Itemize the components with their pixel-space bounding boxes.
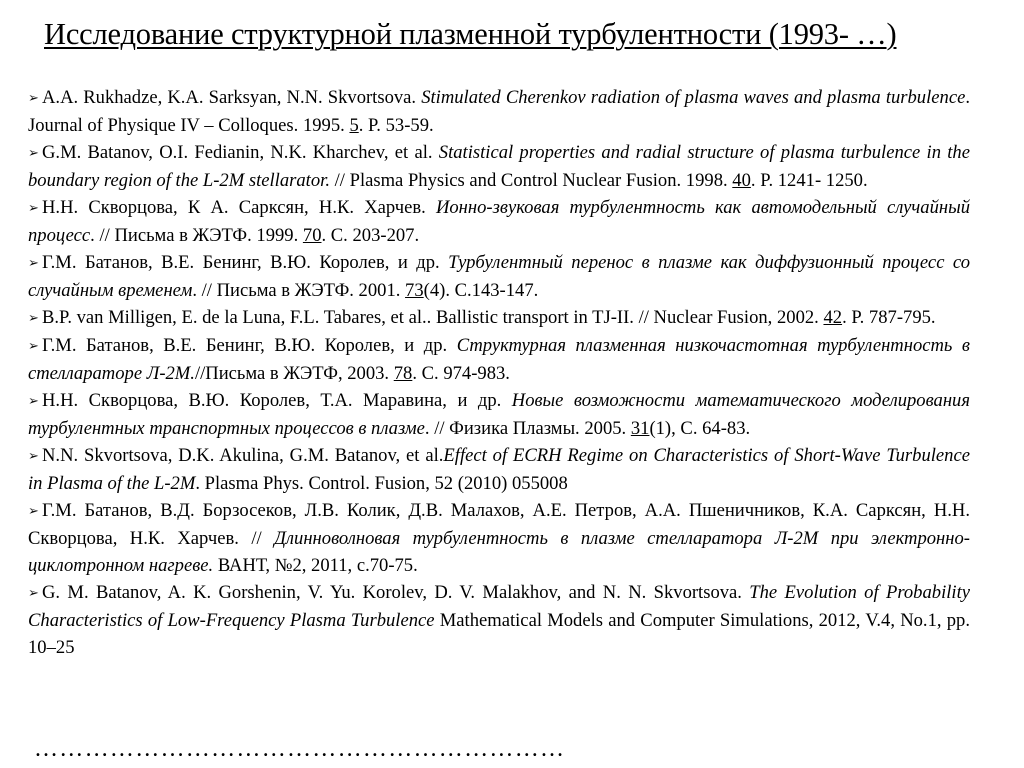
page-title: Исследование структурной плазменной турбулентности (1993- …) <box>44 17 897 51</box>
reference-volume: 5 <box>349 115 359 136</box>
reference-item <box>28 387 970 442</box>
reference-source: . // Письма в ЖЭТФ. 2001. <box>192 280 406 301</box>
arrow-bullet-icon: ➢ <box>28 91 39 106</box>
reference-title: Effect of ECRH Regime on Characteristics of Short-Wave Turbulence in Plasma of the L-2M <box>28 445 970 494</box>
reference-pages: . С. 974-983. <box>412 363 510 384</box>
reference-source: . // Физика Плазмы. 2005. <box>424 418 631 439</box>
arrow-bullet-icon: ➢ <box>28 339 39 354</box>
reference-source: . Plasma Phys. Control. Fusion, 52 (2010) 055008 <box>195 473 568 494</box>
reference-pages: . С. 203-207. <box>321 225 420 246</box>
reference-title: Структурная плазменная низкочастотная турбулентность в стеллараторе Л-2М. <box>28 335 970 384</box>
reference-authors: Г.М. Батанов, В.Е. Бенинг, В.Ю. Королев, и др. <box>42 335 457 356</box>
reference-title: Stimulated Cherenkov radiation of plasma waves and plasma turbulence <box>421 87 966 108</box>
reference-pages: (4). С.143-147. <box>423 280 539 301</box>
arrow-bullet-icon: ➢ <box>28 394 39 409</box>
reference-authors: Н.Н. Скворцова, К А. Сарксян, Н.К. Харчев. <box>42 197 436 218</box>
reference-title: Новые возможности математического моделирования турбулентных транспортных процессов в плазме <box>28 390 970 439</box>
reference-pages: . P. 787-795. <box>842 307 936 328</box>
reference-authors: G. M. Batanov, A. K. Gorshenin, V. Yu. Korolev, D. V. Malakhov, and N. N. Skvortsova. <box>42 582 750 603</box>
reference-volume: 70 <box>302 225 322 246</box>
reference-volume: 42 <box>823 307 843 328</box>
reference-list <box>28 84 970 661</box>
reference-item <box>28 579 970 661</box>
reference-item <box>28 304 970 332</box>
reference-authors: A.A. Rukhadze, K.A. Sarksyan, N.N. Skvortsova. <box>42 87 422 108</box>
arrow-bullet-icon: ➢ <box>28 586 39 601</box>
reference-volume: 40 <box>732 170 751 191</box>
reference-source: Mathematical Models and Computer Simulations, 2012, V.4, No.1, pp. 10–25 <box>28 610 970 658</box>
reference-title: The Evolution of Probability Characteristics of Low-Frequency Plasma Turbulence <box>28 582 970 631</box>
reference-volume: 73 <box>405 280 424 301</box>
reference-source: . Journal of Physique IV – Colloques. 1995. <box>28 87 970 136</box>
arrow-bullet-icon: ➢ <box>28 449 39 464</box>
reference-item <box>28 249 970 304</box>
reference-authors: Г.М. Батанов, В.Д. Борзосеков, Л.В. Колик, Д.В. Малахов, А.Е. Петров, А.А. Пшеничников, К.А. Сарксян, Н.Н. Скворцова, Н.К. Харчев. // <box>28 500 970 549</box>
reference-item <box>28 139 970 194</box>
reference-title: Statistical properties and radial structure of plasma turbulence in the boundary region of the L-2M stellarator. <box>28 142 970 191</box>
reference-pages: (1), С. 64-83. <box>649 418 751 439</box>
reference-authors: N.N. Skvortsova, D.K. Akulina, G.M. Batanov, et al. <box>42 445 444 466</box>
reference-title: Турбулентный перенос в плазме как диффузионный процесс со случайным временем <box>28 252 970 301</box>
reference-item <box>28 332 970 387</box>
arrow-bullet-icon: ➢ <box>28 504 39 519</box>
reference-pages: . P. 53-59. <box>358 115 434 136</box>
arrow-bullet-icon: ➢ <box>28 201 39 216</box>
reference-source: . // Письма в ЖЭТФ. 1999. <box>90 225 303 246</box>
reference-authors: Н.Н. Скворцова, В.Ю. Королев, Т.А. Маравина, и др. <box>42 390 512 411</box>
reference-source: //Письма в ЖЭТФ, 2003. <box>194 363 394 384</box>
reference-source: // Plasma Physics and Control Nuclear Fusion. 1998. <box>329 170 733 191</box>
arrow-bullet-icon: ➢ <box>28 146 39 161</box>
reference-authors: G.M. Batanov, O.I. Fedianin, N.K. Kharchev, et al. <box>42 142 439 163</box>
reference-source: ВАНТ, №2, 2011, с.70-75. <box>213 555 418 576</box>
reference-title: Длинноволновая турбулентность в плазме стелларатора Л-2М при электронно-циклотронном нагреве. <box>28 528 970 576</box>
reference-item <box>28 442 970 497</box>
reference-pages: . P. 1241- 1250. <box>750 170 868 191</box>
reference-item <box>28 194 970 249</box>
reference-item <box>28 84 970 139</box>
arrow-bullet-icon: ➢ <box>28 256 39 271</box>
reference-authors: Г.М. Батанов, В.Е. Бенинг, В.Ю. Королев, и др. <box>42 252 449 273</box>
continuation-dots: ……………………………………………………… <box>34 736 566 762</box>
arrow-bullet-icon: ➢ <box>28 311 39 326</box>
reference-authors: B.P. van Milligen, E. de la Luna, F.L. Tabares, et al.. Ballistic transport in TJ-II. // Nuclear Fusion, 2002. <box>42 307 824 328</box>
reference-volume: 78 <box>393 363 413 384</box>
reference-volume: 31 <box>630 418 650 439</box>
reference-title: Ионно-звуковая турбулентность как автомодельный случайный процесс <box>28 197 970 246</box>
reference-item <box>28 497 970 579</box>
